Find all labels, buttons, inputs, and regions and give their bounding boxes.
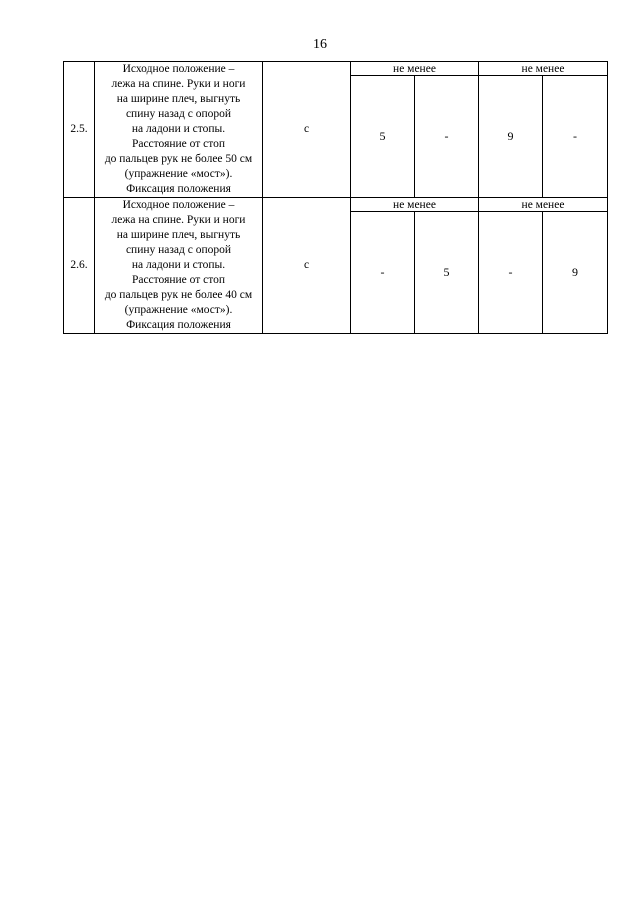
description-line: Исходное положение – [122, 199, 235, 211]
value-cell: 5 [351, 76, 415, 198]
value-cell: - [479, 212, 543, 334]
row-number: 2.5. [64, 62, 95, 198]
exercise-description [95, 198, 263, 334]
description-line: Расстояние от стоп [131, 138, 226, 150]
norm-header-left: не менее [351, 62, 479, 76]
description-line: Фиксация положения [126, 183, 231, 195]
value-cell: - [351, 212, 415, 334]
table-row [64, 62, 608, 76]
description-line: Фиксация положения [126, 319, 231, 331]
norm-header-right: не менее [479, 198, 608, 212]
description-line: спину назад с опорой [125, 244, 232, 256]
description-line: на ладони и стопы. [131, 259, 226, 271]
description-line: спину назад с опорой [125, 108, 232, 120]
exercise-description [95, 62, 263, 198]
table-row [64, 198, 608, 212]
description-line: Расстояние от стоп [131, 274, 226, 286]
description-line: (упражнение «мост»). [124, 304, 233, 316]
value-cell: 9 [543, 212, 608, 334]
description-line: на ладони и стопы. [131, 123, 226, 135]
description-line: Исходное положение – [122, 63, 235, 75]
page-number: 16 [313, 37, 327, 52]
norms-table [63, 61, 608, 334]
row-number: 2.6. [64, 198, 95, 334]
norm-header-left: не менее [351, 198, 479, 212]
description-line: на ширине плеч, выгнуть [116, 229, 241, 241]
norm-header-right: не менее [479, 62, 608, 76]
description-line: лежа на спине. Руки и ноги [111, 78, 246, 90]
value-cell: - [415, 76, 479, 198]
value-cell: - [543, 76, 608, 198]
description-line: до пальцев рук не более 50 см [104, 153, 253, 165]
unit-cell: с [263, 62, 351, 198]
description-line: до пальцев рук не более 40 см [104, 289, 253, 301]
value-cell: 9 [479, 76, 543, 198]
description-line: (упражнение «мост»). [124, 168, 233, 180]
unit-cell: с [263, 198, 351, 334]
value-cell: 5 [415, 212, 479, 334]
description-line: на ширине плеч, выгнуть [116, 93, 241, 105]
description-line: лежа на спине. Руки и ноги [111, 214, 246, 226]
